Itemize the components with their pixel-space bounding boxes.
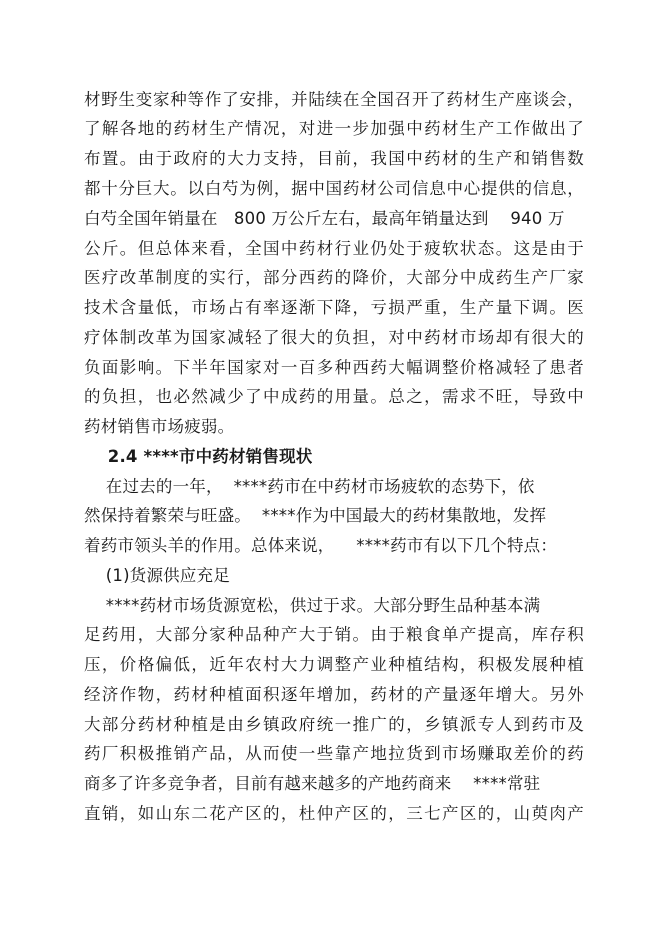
paragraph-line: 疗体制改革为国家减轻了很大的负担，对中药材市场却有很大的 [84,328,584,347]
paragraph-line: 了解各地的药材生产情况，对进一步加强中药材生产工作做出了 [84,119,584,138]
paragraph-line: 足药用，大部分家种品种产大于销。由于粮食单产提高，库存积 [84,625,584,644]
paragraph-line: 药厂积极推销产品，从而使一些靠产地拉货到市场赚取差价的药 [84,744,584,763]
paragraph-line: 都十分巨大。以白芍为例，据中国药材公司信息中心提供的信息， [84,179,584,198]
paragraph-line: 的负担，也必然减少了中成药的用量。总之，需求不旺，导致中 [84,387,584,406]
paragraph-line: 商多了许多竞争者，目前有越来越多的产地药商来 ****常驻 [84,774,541,793]
paragraph-line: 药材销售市场疲弱。 [84,417,235,436]
paragraph-line: 医疗改革制度的实行，部分西药的降价，大部分中成药生产厂家 [84,268,584,287]
paragraph-line: 着药市领头羊的作用。总体来说， ****药市有以下几个特点： [84,536,558,555]
section-heading: 2.4 ****市中药材销售现状 [84,447,313,466]
paragraph-line: 直销，如山东二花产区的，杜仲产区的，三七产区的，山萸肉产 [84,804,584,823]
paragraph-line: 负面影响。下半年国家对一百多种西药大幅调整价格减轻了患者 [84,358,584,377]
paragraph-line: 材野生变家种等作了安排，并陆续在全国召开了药材生产座谈会， [84,90,584,109]
paragraph-line: 经济作物，药材种植面积逐年增加，药材的产量逐年增大。另外 [84,685,584,704]
paragraph-line: 然保持着繁荣与旺盛。 ****作为中国最大的药材集散地，发挥 [84,506,547,525]
paragraph-line: 白芍全国年销量在 800 万公斤左右，最高年销量达到 940 万 [84,209,565,228]
paragraph-line: 技术含量低，市场占有率逐渐下降，亏损严重，生产量下调。医 [84,298,584,317]
paragraph-line: 公斤。但总体来看，全国中药材行业仍处于疲软状态。这是由于 [84,239,584,258]
paragraph-line: 压，价格偏低，近年农村大力调整产业种植结构，积极发展种植 [84,655,584,674]
paragraph-line: 大部分药材种植是由乡镇政府统一推广的，乡镇派专人到药市及 [84,715,584,734]
paragraph-line: ****药材市场货源宽松，供过于求。大部分野生品种基本满 [84,596,541,615]
paragraph-line: 在过去的一年， ****药市在中药材市场疲软的态势下，依 [84,477,535,496]
subsection-heading: (1)货源供应充足 [84,566,230,585]
paragraph-line: 布置。由于政府的大力支持，目前，我国中药材的生产和销售数 [84,149,584,168]
